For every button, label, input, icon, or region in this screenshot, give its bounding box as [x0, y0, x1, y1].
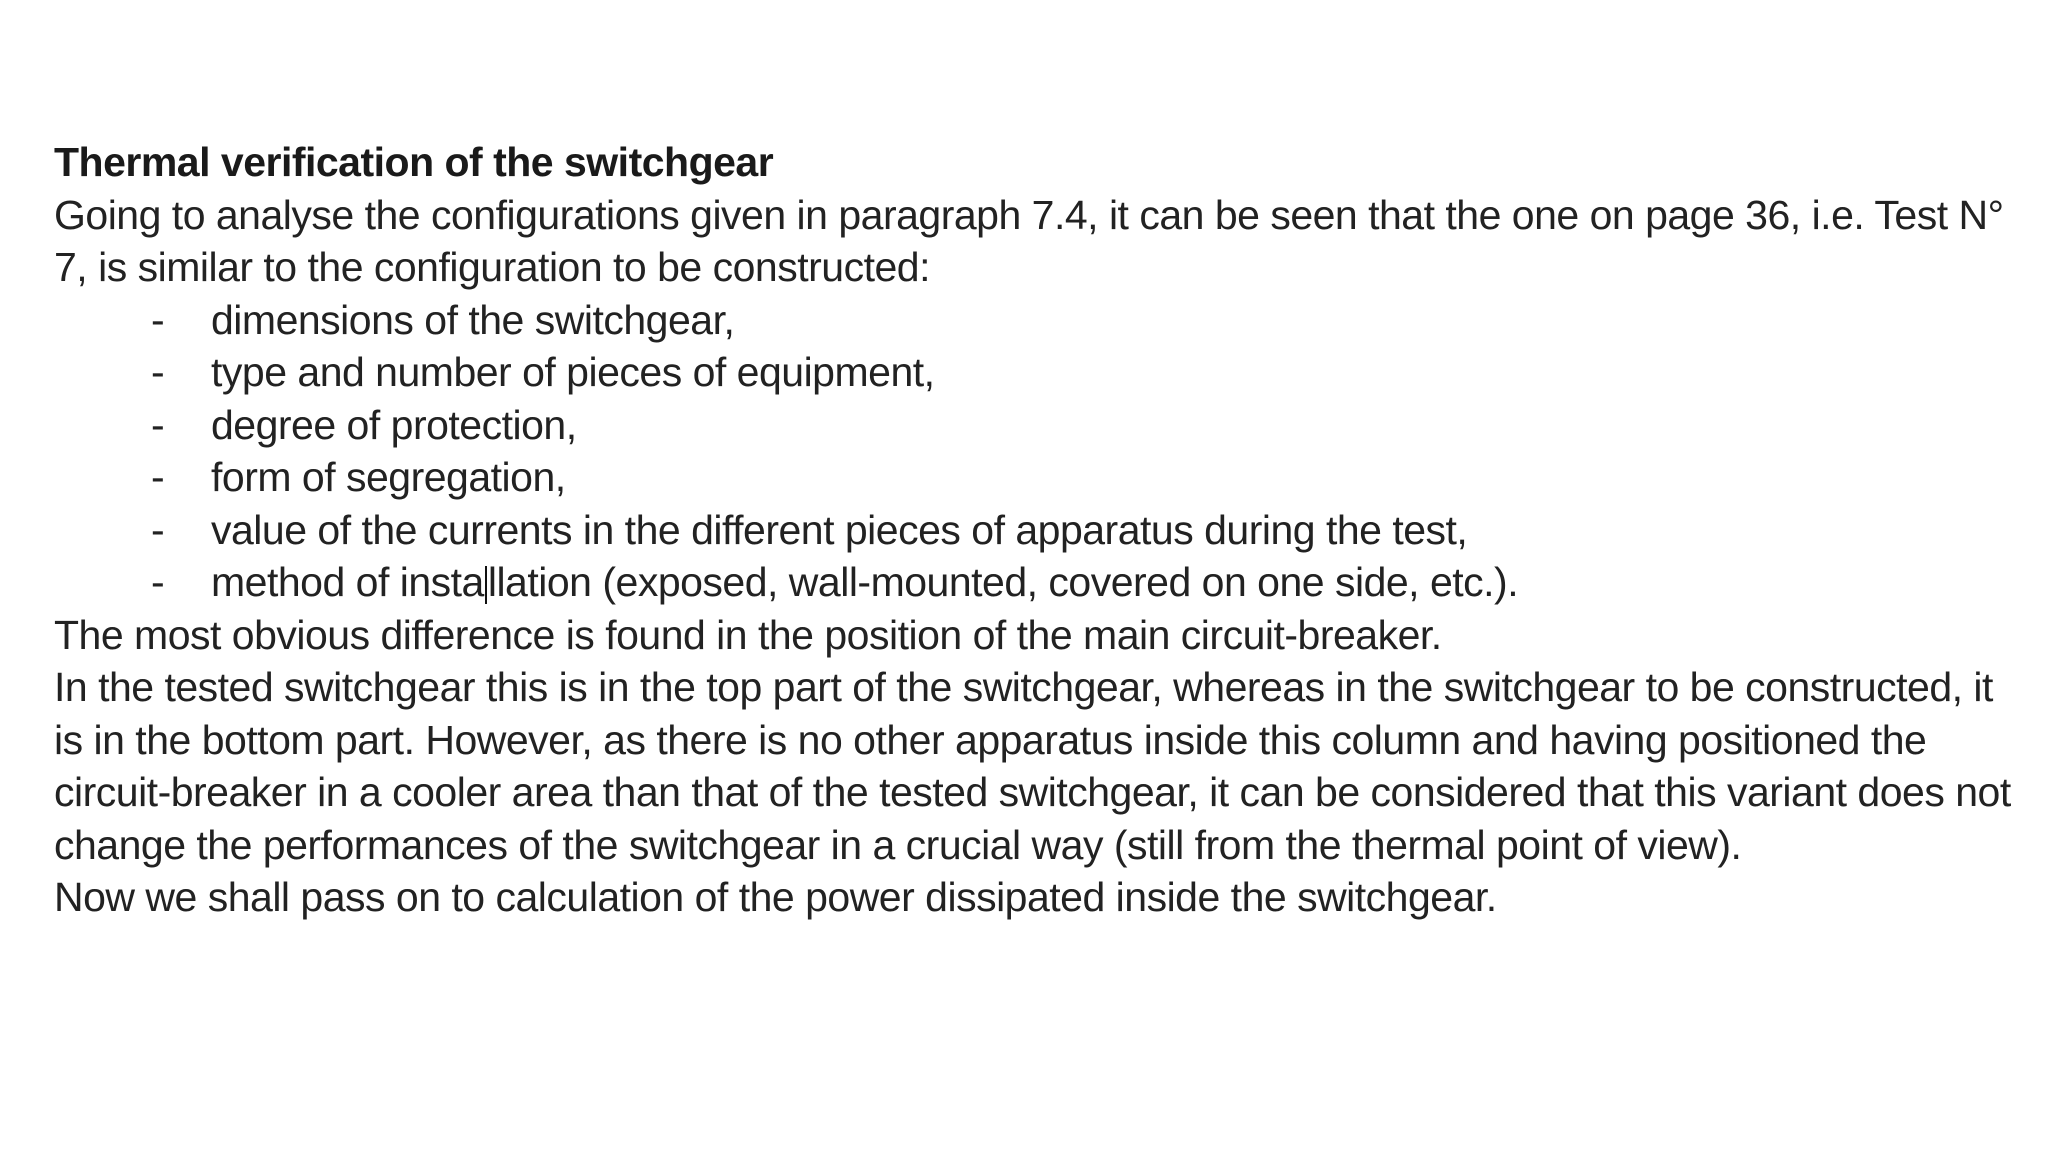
- list-item-text: form of segregation,: [211, 454, 566, 500]
- list-item-text: value of the currents in the different pieces of apparatus during the test,: [211, 506, 1468, 553]
- text-cursor[interactable]: [485, 566, 487, 604]
- list-item: [54, 556, 2014, 609]
- list-item-text: dimensions of the switchgear,: [211, 296, 735, 343]
- bullet-dash: -: [151, 559, 165, 605]
- list-item-text-start: method of insta: [211, 559, 484, 605]
- closing-paragraph: Now we shall pass on to calculation of the power dissipated inside the switchgear.: [54, 874, 1497, 920]
- list-item: [54, 346, 2014, 399]
- bullet-dash: -: [151, 454, 165, 500]
- list-item: [54, 504, 2014, 557]
- list-item-text: degree of protection,: [211, 401, 577, 448]
- bullet-dash: -: [151, 296, 165, 343]
- explanation-paragraph: In the tested switchgear this is in the top part of the switchgear, whereas in the switchgear to be constructed, it is in the bottom part. However, as there is no other apparatus inside this column and having positioned the circuit-breaker in a cooler area than that of the tested switchgear, it can be considered that this variant does not change the performances of the switchgear in a crucial way (still from the thermal point of view).: [54, 664, 2011, 868]
- bullet-dash: -: [151, 349, 165, 395]
- intro-paragraph: Going to analyse the configurations given in paragraph 7.4, it can be seen that the one on page 36, i.e. Test N° 7, is similar to the configuration to be constructed:: [54, 191, 2004, 290]
- bullet-dash: -: [151, 506, 165, 553]
- document-body[interactable]: [54, 136, 2014, 924]
- list-item-text: type and number of pieces of equipment,: [211, 349, 935, 395]
- bullet-dash: -: [151, 401, 165, 448]
- list-item: [54, 451, 2014, 504]
- difference-paragraph: The most obvious difference is found in the position of the main circuit-breaker.: [54, 611, 1442, 658]
- list-item: [54, 399, 2014, 452]
- list-item-text-end: llation (exposed, wall-mounted, covered on one side, etc.).: [487, 559, 1519, 605]
- section-heading: Thermal verification of the switchgear: [54, 139, 774, 185]
- bullet-list: [54, 294, 2014, 609]
- list-item: [54, 294, 2014, 347]
